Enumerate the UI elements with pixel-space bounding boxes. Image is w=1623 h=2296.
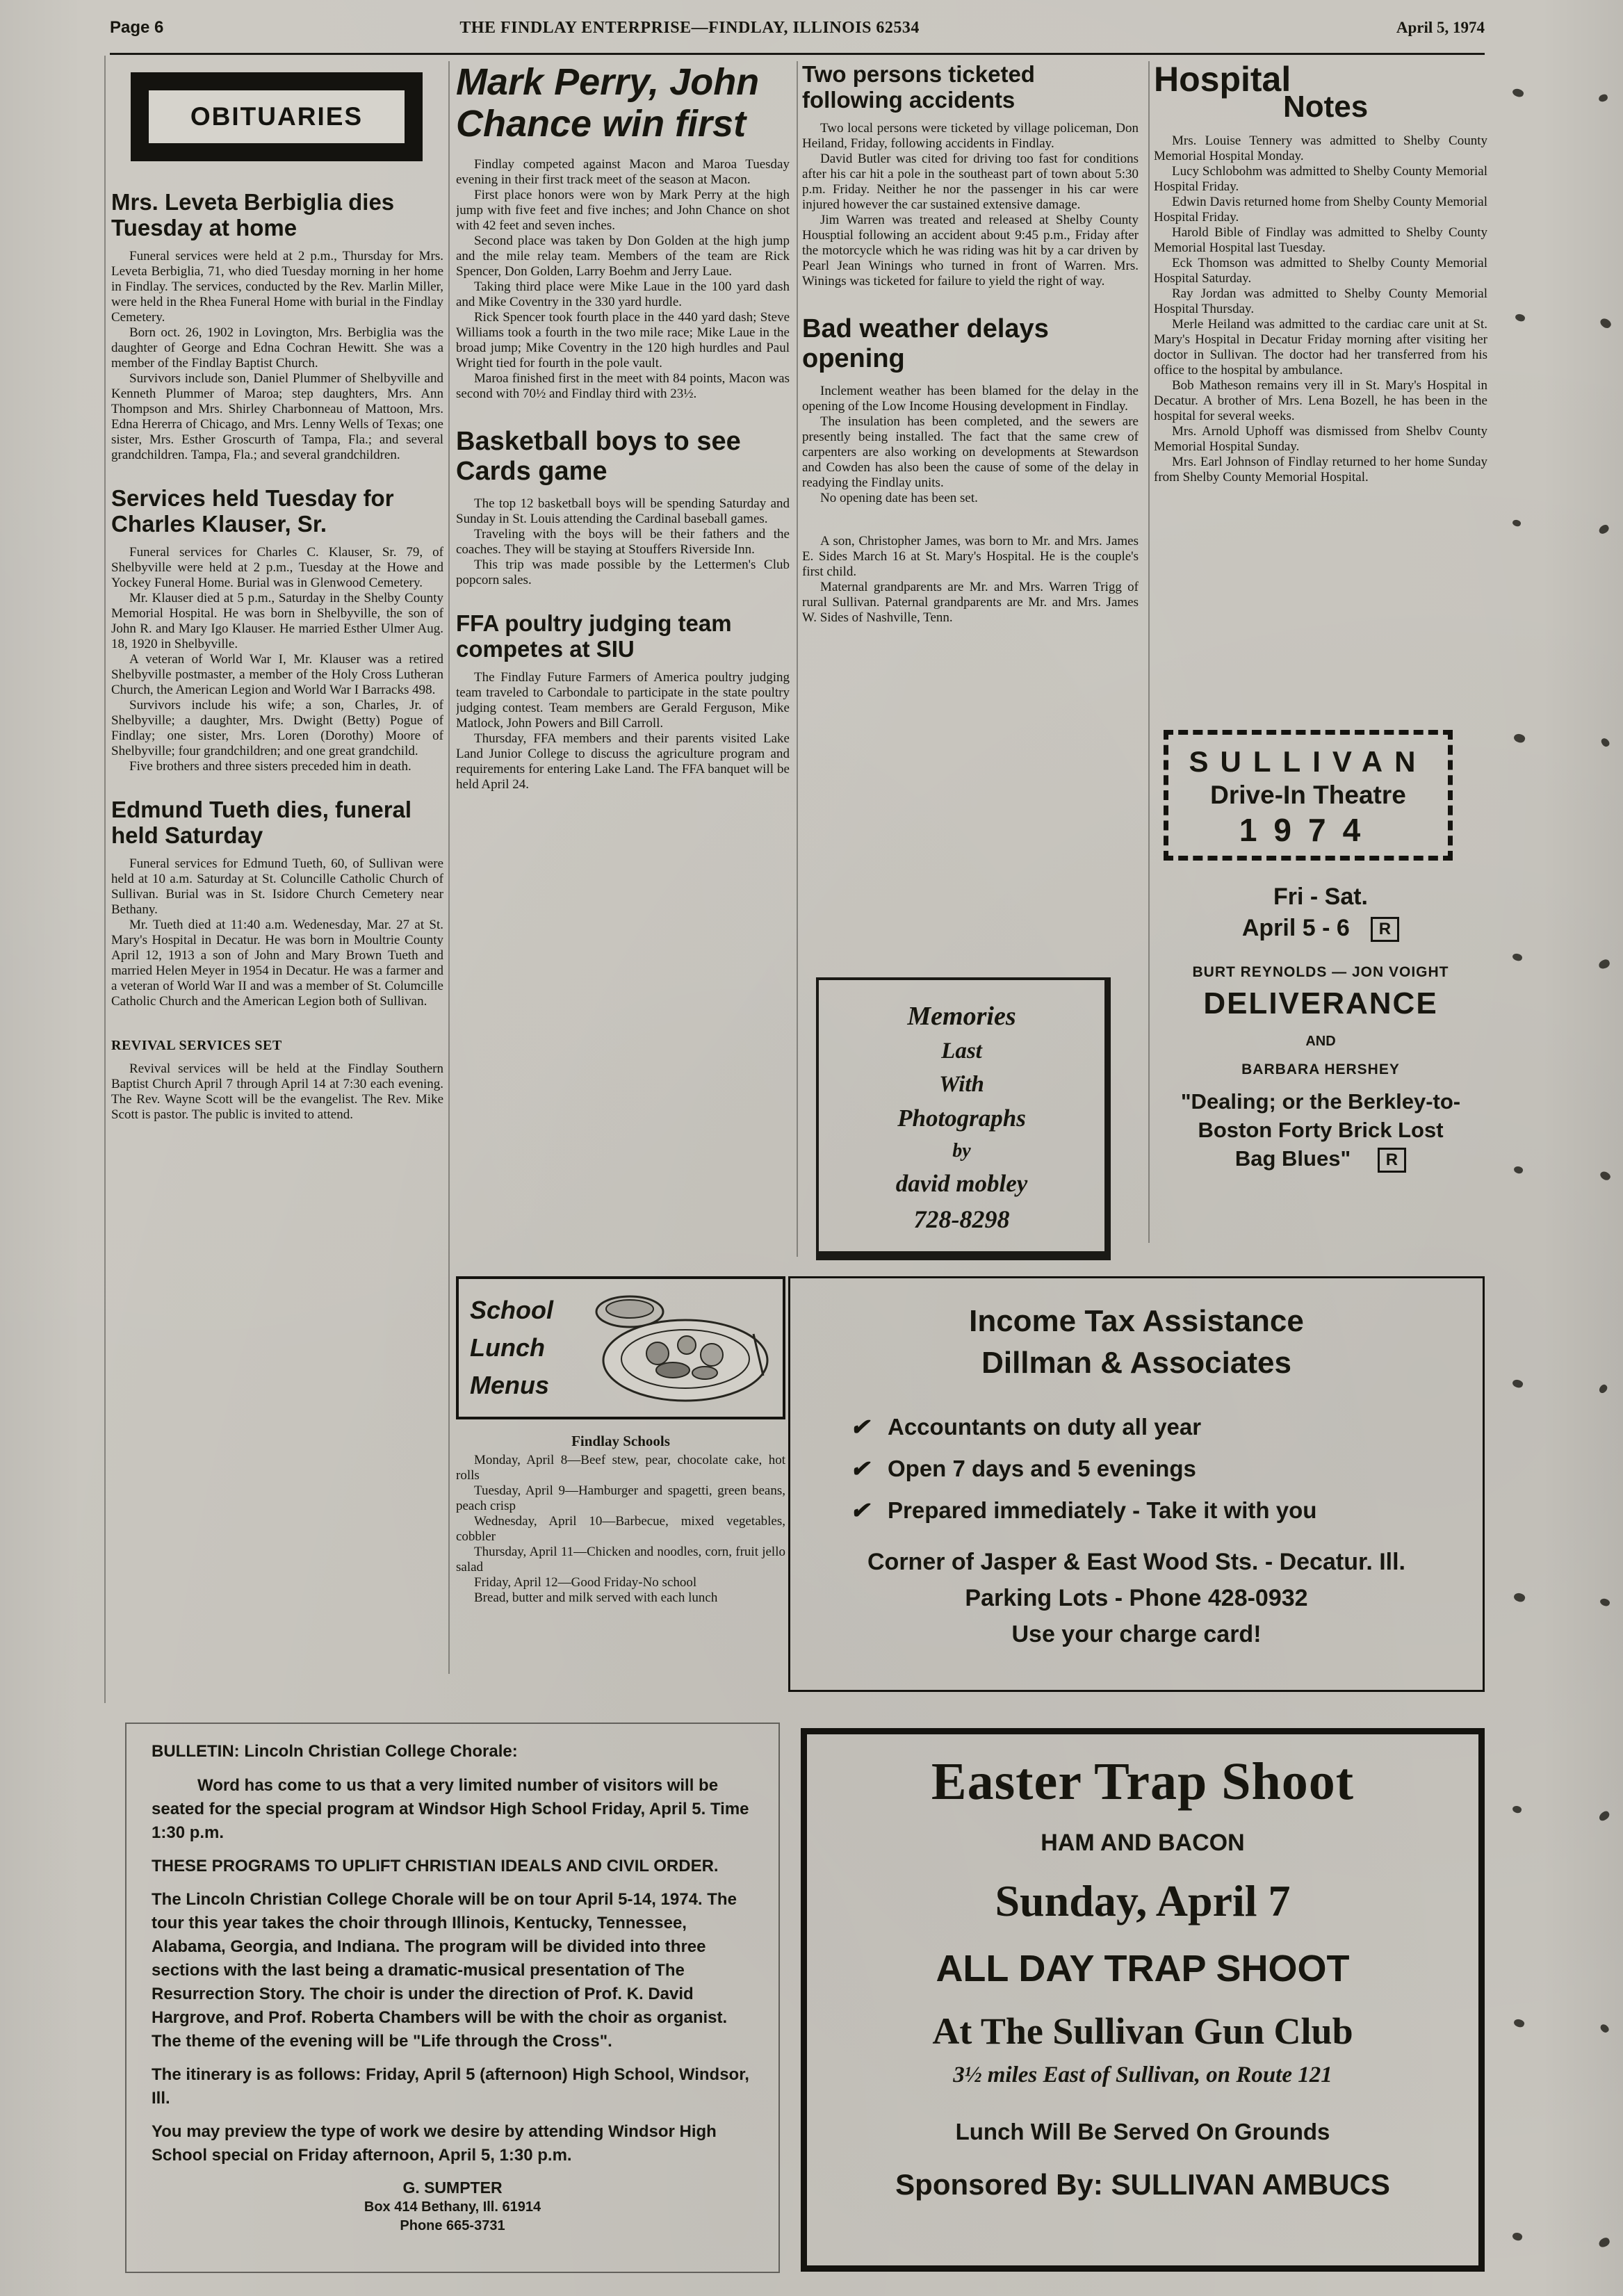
masthead-rule bbox=[110, 53, 1485, 55]
ink-speck bbox=[1513, 1165, 1524, 1175]
newspaper-title: THE FINDLAY ENTERPRISE—FINDLAY, ILLINOIS 62534 bbox=[459, 19, 920, 37]
lunch-menu-item: Tuesday, April 9—Hamburger and spagetti, green beans, peach crisp bbox=[456, 1483, 785, 1513]
article-birth-announcement bbox=[802, 534, 1139, 626]
ink-speck bbox=[1597, 523, 1610, 535]
article-paragraph: David Butler was cited for driving too fast for conditions after his car hit a pole in the southeast part of town about 5:30 p.m. Friday. Neither he nor the passenger in his car were injured however the car sustained extensive damage. bbox=[802, 152, 1139, 212]
ink-speck bbox=[1512, 1805, 1523, 1814]
lunch-plate-svg bbox=[581, 1285, 776, 1410]
photo-ad-line: Last bbox=[941, 1039, 982, 1064]
photo-ad-line: by bbox=[952, 1140, 971, 1162]
rating-badge: R bbox=[1371, 917, 1399, 942]
hospital-notes-headline-1: Hospital bbox=[1154, 61, 1291, 99]
obituaries-label-panel bbox=[149, 90, 405, 143]
article-paragraph: Traveling with the boys will be their fathers and the coaches. They will be staying at Stouffers Riverside Inn. bbox=[456, 527, 790, 557]
check-icon: ✔ bbox=[850, 1414, 870, 1440]
article-paragraph: The Findlay Future Farmers of America poultry judging team traveled to Carbondale to participate in the state poultry judging contest. Team members are Gerald Ferguson, Mike Matlock, John Powers and Bill Carroll. bbox=[456, 670, 790, 731]
trap-ad-allday: ALL DAY TRAP SHOOT bbox=[936, 1948, 1350, 1989]
photo-ad-line: With bbox=[939, 1072, 984, 1097]
photography-ad bbox=[816, 977, 1111, 1260]
bulletin-signer-address: Box 414 Bethany, Ill. 61914 bbox=[364, 2199, 541, 2215]
article-paragraph: No opening date has been set. bbox=[820, 491, 978, 505]
article-headline: REVIVAL SERVICES SET bbox=[111, 1038, 282, 1053]
hospital-note: Bob Matheson remains very ill in St. Mary's Hospital in Decatur. A brother of Mrs. Lena Bozell, he has been in the hospital for several weeks. bbox=[1154, 378, 1487, 423]
lunch-menu-list bbox=[456, 1432, 785, 1606]
left-margin-rule bbox=[104, 56, 106, 1703]
article-bad-weather bbox=[802, 314, 1139, 506]
article-basketball-trip bbox=[456, 427, 790, 588]
column-hospital-notes bbox=[1154, 61, 1487, 1271]
drive-in-year: 1974 bbox=[1239, 812, 1378, 848]
article-tueth-obituary bbox=[111, 797, 443, 1009]
hospital-note: Mrs. Arnold Uphoff was dismissed from Shelbv County Memorial Hospital Sunday. bbox=[1154, 424, 1487, 454]
ink-speck bbox=[1599, 1170, 1612, 1182]
column-local-news bbox=[802, 61, 1139, 1271]
article-headline: Bad weather delays opening bbox=[802, 314, 1049, 373]
tax-ad-bullet-list bbox=[850, 1406, 1462, 1531]
ink-speck bbox=[1512, 87, 1525, 98]
article-paragraph: Taking third place were Mike Laue in the 100 yard dash and Mike Coventry in the 330 yard hurdle. bbox=[456, 279, 790, 309]
column-rule-3-4 bbox=[1148, 61, 1150, 1243]
ink-speck bbox=[1599, 316, 1613, 329]
trap-ad-lunch: Lunch Will Be Served On Grounds bbox=[955, 2119, 1330, 2144]
article-persons-ticketed bbox=[802, 61, 1139, 289]
obituaries-section-header bbox=[131, 72, 423, 161]
school-lunch-menus-title bbox=[459, 1279, 573, 1417]
bulletin-paragraph: Word has come to us that a very limited number of visitors will be seated for the special program at Windsor High School Friday, April 5. Time 1:30 p.m. bbox=[152, 1776, 749, 1842]
article-track-meet bbox=[456, 61, 790, 402]
hospital-note: Mrs. Earl Johnson of Findlay returned to her home Sunday from Shelby County Memorial Hospital. bbox=[1154, 455, 1487, 485]
article-paragraph: Second place was taken by Don Golden at the high jump and the mile relay team. Members of the team are Rick Spencer, Don Golden, Larry Boehm and Jerry Laue. bbox=[456, 234, 790, 279]
lunch-menu-item: Friday, April 12—Good Friday-No school bbox=[474, 1575, 697, 1590]
feature1-cast: BURT REYNOLDS — JON VOIGHT bbox=[1192, 964, 1449, 980]
hospital-note: Ray Jordan was admitted to Shelby County Memorial Hospital Thursday. bbox=[1154, 286, 1487, 316]
showtime-dates bbox=[1154, 913, 1487, 943]
article-paragraph: Two local persons were ticketed by village policeman, Don Heiland, Friday, following accidents in Findlay. bbox=[802, 121, 1139, 151]
article-klauser-obituary bbox=[111, 485, 443, 774]
obituaries-label: OBITUARIES bbox=[190, 102, 364, 131]
article-paragraph: Thursday, FFA members and their parents visited Lake Land Junior College to discuss the agriculture program and requirements for entering Lake Land. The FFA banquet will be held April 24. bbox=[456, 731, 790, 792]
lunch-menu-item: Monday, April 8—Beef stew, pear, chocolate cake, hot rolls bbox=[456, 1453, 785, 1483]
article-headline: Mrs. Leveta Berbiglia dies Tuesday at home bbox=[111, 189, 395, 241]
article-headline: Two persons ticketed following accidents bbox=[802, 61, 1035, 113]
trap-ad-prizes: HAM AND BACON bbox=[1041, 1830, 1245, 1856]
article-paragraph: Funeral services for Charles C. Klauser, Sr. 79, of Shelbyville were held at 2 p.m., Tuesday at the Howe and Yockey Funeral Home. Burial was in Glenwood Cemetery. bbox=[111, 545, 443, 590]
article-paragraph: Mr. Tueth died at 11:40 a.m. Wedenesday, Mar. 27 at St. Mary's Hospital in Decatur. He was born in Moultrie County April 12, 1913 a son of John and Mary Brown Tueth and married Helen Meyer in 1954 in Decatur. He was a farmer and a veteran of World War II and was a member of St. Columcille Catholic Church and the American Legion both of Sullivan. bbox=[111, 918, 443, 1009]
ink-speck bbox=[1511, 1378, 1524, 1390]
article-paragraph: Mr. Klauser died at 5 p.m., Saturday in the Shelby County Memorial Hospital. He was born in Shelbyville, the son of John R. and Mary Igo Klauser. He married Esther Ulmer Aug. 18, 1920 in Shelbyville. bbox=[111, 591, 443, 651]
feature2-title-block bbox=[1154, 1087, 1487, 1173]
bulletin-signer-name: G. SUMPTER bbox=[402, 2179, 503, 2197]
article-paragraph: Survivors include son, Daniel Plummer of Shelbyville and Kenneth Plummer of Maroa; step daughters, Mrs. Ann Thompson and Mrs. Shirley Charbonneau of Mattoon, Mrs. Edna Hererra of Chicago, and Mrs. Lenny Wells of Texas; one sister, Mrs. Esther Groscurth of Tampa, Fla.; and several grandchildren. Tampa, Fla.; and several grandchildren. bbox=[111, 371, 443, 462]
bulletin-title: Lincoln Christian College Chorale: bbox=[244, 1742, 518, 1761]
trap-ad-title: Easter Trap Shoot bbox=[931, 1752, 1355, 1811]
bulletin-paragraph: The Lincoln Christian College Chorale will be on tour April 5-14, 1974. The tour this year takes the choir through Illinois, Kentucky, Tennessee, Alabama, Georgia, and Indiana. The program will be divided into three sections with the last being a dramatic-musical presentation of The Resurrection Story. The choir is under the direction of Prof. K. David Hargrove, and Prof. Roberta Chambers will be with the choir as organist. The theme of the evening will be "Life through the Cross". bbox=[152, 1890, 737, 2051]
photo-ad-photographer: david mobley bbox=[895, 1170, 1028, 1197]
ink-speck bbox=[1597, 1809, 1610, 1822]
article-paragraph: First place honors were won by Mark Perry at the high jump with five feet and five inches; and John Chance on shot with 42 feet and seven inches. bbox=[456, 188, 790, 233]
article-paragraph: Rick Spencer took fourth place in the 440 yard dash; Steve Williams took a fourth in the two mile race; Mike Laue in the broad jump; Mike Coventry in the 120 high hurdles and Paul Wright tied for fourth in the pole vault. bbox=[456, 310, 790, 371]
tax-ad-address: Corner of Jasper & East Wood Sts. - Decatur. Ill. bbox=[867, 1549, 1405, 1575]
ink-speck bbox=[1511, 2231, 1523, 2242]
tax-ad-bullet bbox=[850, 1448, 1462, 1490]
column-rule-1-2 bbox=[448, 61, 450, 1674]
article-paragraph: Survivors include his wife; a son, Charles, Jr. of Shelbyville; a daughter, Mrs. Dwight (Betty) Pogue of Findlay; one sister, Mrs. Loren (Dorothy) Moore of Shelbyville; four grandchildren; and one great grandchild. bbox=[111, 698, 443, 758]
drive-in-theatre-ad bbox=[1154, 730, 1487, 1173]
tax-ad-bullet-text: Open 7 days and 5 evenings bbox=[888, 1456, 1196, 1481]
ink-speck bbox=[1600, 737, 1611, 748]
bulletin-paragraph: THESE PROGRAMS TO UPLIFT CHRISTIAN IDEALS AND CIVIL ORDER. bbox=[152, 1857, 719, 1875]
ink-speck bbox=[1597, 959, 1610, 970]
bulletin-signature bbox=[152, 2177, 753, 2236]
article-paragraph: The insulation has been completed, and the sewers are presently being installed. The fact that the same crew of carpenters are also working on developments at Stewardson and Cowden has also been the cause of some of the delay in readying the Findlay units. bbox=[802, 414, 1139, 490]
article-paragraph: Maroa finished first in the meet with 84 points, Macon was second with 70½ and Findlay third with 23½. bbox=[456, 371, 790, 401]
article-headline: FFA poultry judging team competes at SIU bbox=[456, 610, 732, 662]
lunch-plate-illustration bbox=[573, 1279, 783, 1417]
article-paragraph: Funeral services were held at 2 p.m., Thursday for Mrs. Leveta Berbiglia, 71, who died Tuesday morning in her home in Findlay. The services, conducted by the Rev. Marlin Miller, were held in the Rhea Funeral Home with burial in the Findlay Cemetery. bbox=[111, 249, 443, 325]
column-sports bbox=[456, 61, 790, 1721]
article-berbiglia-obituary bbox=[111, 189, 443, 463]
article-paragraph: Revival services will be held at the Findlay Southern Baptist Church April 7 through April 14 at 7:30 each evening. The Rev. Wayne Scott will be the evangelist. The Rev. Mike Scott is pastor. The public is invited to attend. bbox=[111, 1061, 443, 1122]
lunch-school-name: Findlay Schools bbox=[571, 1433, 670, 1449]
article-paragraph: Born oct. 26, 1902 in Lovington, Mrs. Berbiglia was the daughter of George and Edna Cochran Hewitt. She was a member of the Findlay Baptist Church. bbox=[111, 325, 443, 371]
bulletin-header bbox=[152, 1741, 753, 1763]
article-hospital-notes bbox=[1154, 61, 1487, 485]
article-headline: Edmund Tueth dies, funeral held Saturday bbox=[111, 797, 412, 848]
feature2-cast: BARBARA HERSHEY bbox=[1241, 1061, 1400, 1077]
article-paragraph: A son, Christopher James, was born to Mr. and Mrs. James E. Sides March 16 at St. Mary's Hospital. He is the couple's first child. bbox=[802, 534, 1139, 579]
hospital-note: Lucy Schlobohm was admitted to Shelby County Memorial Hospital Friday. bbox=[1154, 164, 1487, 194]
ink-speck bbox=[1597, 1383, 1608, 1394]
check-icon: ✔ bbox=[850, 1497, 870, 1523]
tax-ad-bullet-text: Prepared immediately - Take it with you bbox=[888, 1497, 1317, 1523]
tax-ad-title: Income Tax Assistance bbox=[969, 1304, 1304, 1338]
ink-speck bbox=[1515, 313, 1526, 323]
article-paragraph: Jim Warren was treated and released at Shelby County Housptial following an accident about 9:45 p.m., Friday after the motorcycle which he was riding was hit by a car driven by Pearl Jean Winings who turned in front of Warren. Mrs. Winings was ticketed for failure to yield the right of way. bbox=[802, 213, 1139, 288]
lunch-menu-item: Thursday, April 11—Chicken and noodles, corn, fruit jello salad bbox=[456, 1545, 785, 1574]
feature2-title: "Dealing; or the Berkley-to-Boston Forty Brick Lost Bag Blues" bbox=[1180, 1089, 1461, 1171]
article-paragraph: Funeral services for Edmund Tueth, 60, of Sullivan were held at 10 a.m. Saturday at St. Coluncille Catholic Church of Sullivan. Burial was in St. Isidore Church Cemetery near Bethany. bbox=[111, 856, 443, 917]
article-paragraph: Maternal grandparents are Mr. and Mrs. Warren Trigg of rural Sullivan. Paternal grandparents are Mr. and Mrs. James W. Sides of Nashville, Tenn. bbox=[802, 580, 1139, 625]
photo-ad-phone: 728-8298 bbox=[913, 1205, 1010, 1233]
hospital-note: Eck Thomson was admitted to Shelby County Memorial Hospital Saturday. bbox=[1154, 256, 1487, 286]
bulletin-paragraph: You may preview the type of work we desire by attending Windsor High School special on Friday afternoon, April 5, 1:30 p.m. bbox=[152, 2122, 717, 2165]
ink-speck bbox=[1599, 1597, 1611, 1608]
photo-ad-line: Memories bbox=[907, 1002, 1016, 1031]
column-rule-2-3 bbox=[797, 61, 798, 1257]
ink-speck bbox=[1512, 1591, 1526, 1603]
showtime-dates-text: April 5 - 6 bbox=[1241, 915, 1350, 941]
trap-ad-directions: 3½ miles East of Sullivan, on Route 121 bbox=[953, 2062, 1332, 2087]
drive-in-venue: Drive-In Theatre bbox=[1210, 781, 1406, 809]
tax-ad-firm-name: Dillman & Associates bbox=[981, 1346, 1291, 1380]
ink-speck bbox=[1512, 732, 1526, 744]
trap-shoot-ad bbox=[801, 1728, 1485, 2272]
lunch-menu-item: Wednesday, April 10—Barbecue, mixed vegetables, cobbler bbox=[456, 1514, 785, 1544]
page-number: Page 6 bbox=[110, 18, 164, 37]
article-ffa-judging bbox=[456, 610, 790, 792]
article-headline: Mark Perry, John Chance win first bbox=[456, 61, 760, 145]
trap-ad-date: Sunday, April 7 bbox=[995, 1876, 1291, 1925]
lunch-title-line: Menus bbox=[470, 1371, 550, 1399]
bulletin-paragraph: The itinerary is as follows: Friday, April 5 (afternoon) High School, Windsor, Ill. bbox=[152, 2065, 749, 2108]
tax-ad-bullet bbox=[850, 1490, 1462, 1531]
article-paragraph: Findlay competed against Macon and Maroa Tuesday evening in their first track meet of the season at Macon. bbox=[456, 157, 790, 187]
hospital-note: Edwin Davis returned home from Shelby County Memorial Hospital Friday. bbox=[1154, 195, 1487, 225]
check-icon: ✔ bbox=[850, 1456, 870, 1481]
lunch-title-line: Lunch bbox=[470, 1333, 545, 1362]
hospital-note: Harold Bible of Findlay was admitted to Shelby County Memorial Hospital last Tuesday. bbox=[1154, 225, 1487, 255]
drive-in-name: SULLIVAN bbox=[1189, 745, 1428, 778]
hospital-note: Mrs. Louise Tennery was admitted to Shelby County Memorial Hospital Monday. bbox=[1154, 133, 1487, 163]
ink-speck bbox=[1512, 2018, 1525, 2029]
article-paragraph: The top 12 basketball boys will be spending Saturday and Sunday in St. Louis attending the Cardinal baseball games. bbox=[456, 496, 790, 526]
article-headline: Services held Tuesday for Charles Klauser, Sr. bbox=[111, 485, 394, 537]
masthead bbox=[110, 18, 1485, 38]
rating-badge: R bbox=[1378, 1148, 1406, 1173]
bulletin-signer-phone: Phone 665-3731 bbox=[400, 2218, 505, 2233]
article-paragraph: This trip was made possible by the Lettermen's Club popcorn sales. bbox=[456, 557, 790, 587]
photo-ad-line: Photographs bbox=[897, 1105, 1026, 1132]
lunch-title-line: School bbox=[470, 1296, 554, 1324]
trap-ad-sponsor: Sponsored By: SULLIVAN AMBUCS bbox=[895, 2168, 1390, 2201]
tax-ad-charge-card: Use your charge card! bbox=[1011, 1621, 1262, 1647]
tax-ad-parking-phone: Parking Lots - Phone 428-0932 bbox=[965, 1585, 1308, 1611]
bulletin-label: BULLETIN: bbox=[152, 1742, 240, 1761]
lunch-menu-item: Bread, butter and milk served with each lunch bbox=[474, 1590, 718, 1605]
school-lunch-menus-box bbox=[456, 1276, 785, 1419]
double-feature-and: AND bbox=[1305, 1034, 1336, 1049]
income-tax-ad bbox=[788, 1276, 1485, 1692]
bulletin-chorale bbox=[125, 1723, 780, 2273]
ink-speck bbox=[1512, 952, 1524, 963]
issue-date: April 5, 1974 bbox=[1396, 19, 1485, 36]
tax-ad-bullet bbox=[850, 1406, 1462, 1448]
article-headline: Basketball boys to see Cards game bbox=[456, 427, 741, 486]
ink-speck bbox=[1598, 93, 1608, 102]
hospital-notes-headline-2: Notes bbox=[1283, 90, 1369, 124]
tax-ad-bullet-text: Accountants on duty all year bbox=[888, 1414, 1202, 1440]
article-paragraph: Five brothers and three sisters preceded him in death. bbox=[129, 759, 411, 774]
ink-speck bbox=[1599, 2023, 1610, 2034]
article-paragraph: A veteran of World War I, Mr. Klauser was a retired Shelbyville postmaster, a member of the Holy Cross Lutheran Church, the American Legion and World War I Barracks 498. bbox=[111, 652, 443, 697]
showtime-days: Fri - Sat. bbox=[1273, 884, 1369, 910]
feature1-title: DELIVERANCE bbox=[1203, 986, 1438, 1020]
article-revival-services bbox=[111, 1037, 443, 1123]
column-obituaries bbox=[111, 70, 443, 1721]
article-paragraph: Inclement weather has been blamed for the delay in the opening of the Low Income Housing development in Findlay. bbox=[802, 384, 1139, 414]
ink-speck bbox=[1512, 519, 1522, 528]
ink-speck bbox=[1597, 2236, 1611, 2249]
hospital-note: Merle Heiland was admitted to the cardiac care unit at St. Mary's Hospital in Decatur Friday morning after visiting her doctor in Sullivan. The doctor had her transferred from his office to the hospital by ambulance. bbox=[1154, 317, 1487, 377]
drive-in-name-box bbox=[1164, 730, 1453, 861]
trap-ad-location: At The Sullivan Gun Club bbox=[932, 2010, 1353, 2052]
